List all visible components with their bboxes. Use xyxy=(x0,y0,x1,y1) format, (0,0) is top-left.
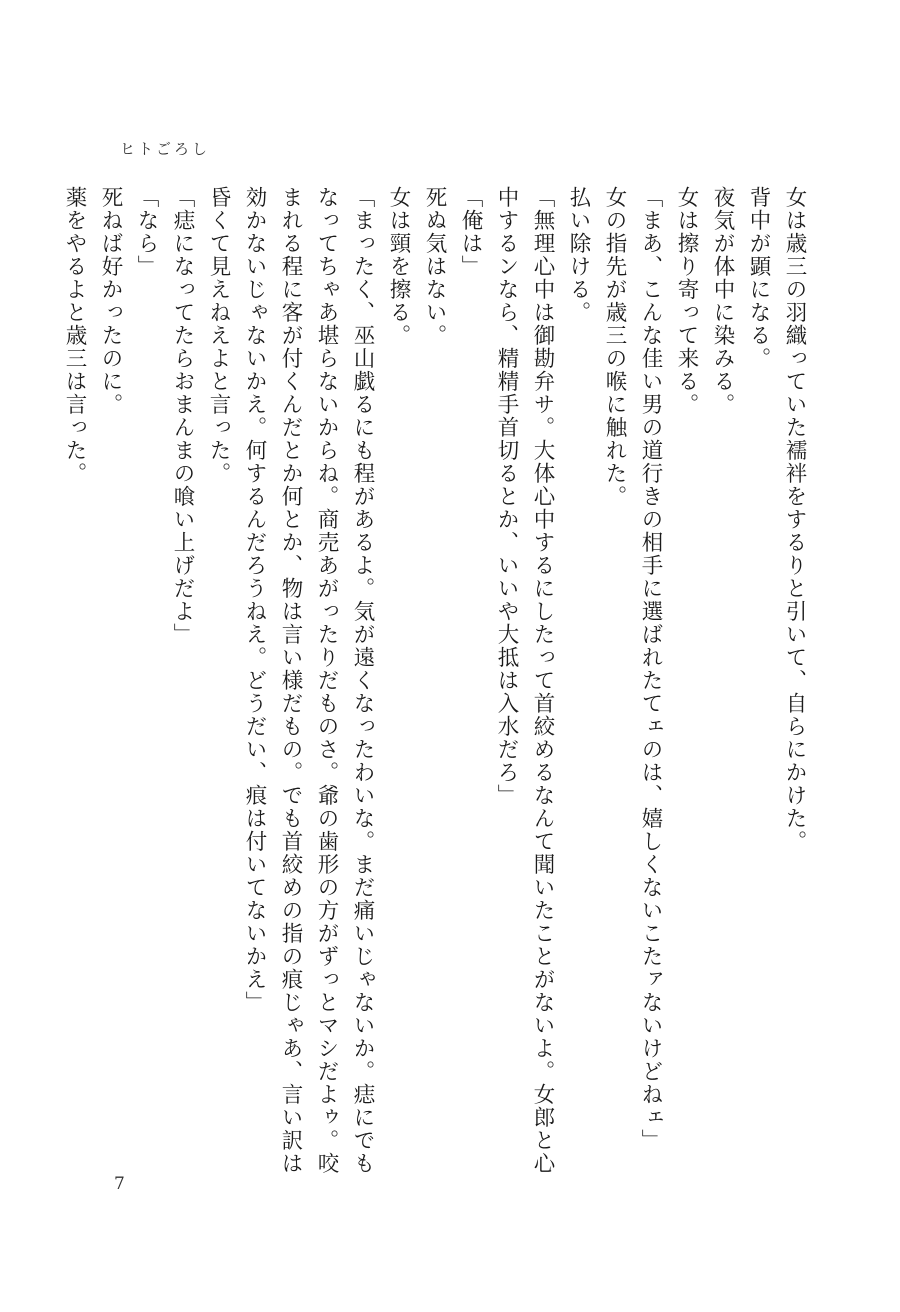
text-line: 死ねば好かったのに。 xyxy=(98,186,123,416)
text-line: 死ぬ気はない。 xyxy=(422,186,447,347)
text-line: 「無理心中は御勘弁サ。大体心中するにしたって首絞めるなんて聞いたことがないよ。女郎と心 xyxy=(530,186,555,1175)
text-line: 「まったく、巫山戯るにも程があるよ。気が遠くなったわいな。まだ痛いじゃないか。痣にでも xyxy=(350,186,375,1175)
text-line: 女は歳三の羽織っていた襦袢をするりと引いて、自らにかけた。 xyxy=(782,186,807,853)
text-line: 「なら」 xyxy=(134,186,159,278)
text-line: 「俺は」 xyxy=(458,186,483,278)
text-line: 薬をやるよと歳三は言った。 xyxy=(62,186,87,485)
text-line: まれる程に客が付くんだとか何とか、物は言い様だもの。でも首絞めの指の痕じゃあ、言い訳は xyxy=(278,186,303,1175)
text-line: 夜気が体中に染みる。 xyxy=(710,186,735,416)
text-line: 中するンなら、精精手首切るとか、いいや大抵は入水だろ」 xyxy=(494,186,519,807)
text-line: 払い除ける。 xyxy=(566,186,591,324)
text-line: 「まあ、こんな佳い男の道行きの相手に選ばれたてェのは、嬉しくないこたァないけどねェ」 xyxy=(638,186,663,1152)
text-line: 背中が顕になる。 xyxy=(746,186,771,370)
text-line: 女は頸を擦る。 xyxy=(386,186,411,347)
text-line: 女の指先が歳三の喉に触れた。 xyxy=(602,186,627,508)
text-line: なってちゃあ堪らないからね。商売あがったりだものさ。爺の歯形の方がずっとマシだよゥ。咬 xyxy=(314,186,339,1175)
text-line: 効かないじゃないかえ。何するんだろうねえ。どうだい、痕は付いてないかえ」 xyxy=(242,186,267,1014)
running-title: ヒトごろし xyxy=(120,140,211,158)
text-line: 「痣になってたらおまんまの喰い上げだよ」 xyxy=(170,186,195,646)
page-number: 7 xyxy=(114,1174,125,1194)
text-line: 昏くて見えねえよと言った。 xyxy=(206,186,231,485)
vertical-text-block xyxy=(56,186,812,1186)
text-line: 女は擦り寄って来る。 xyxy=(674,186,699,416)
